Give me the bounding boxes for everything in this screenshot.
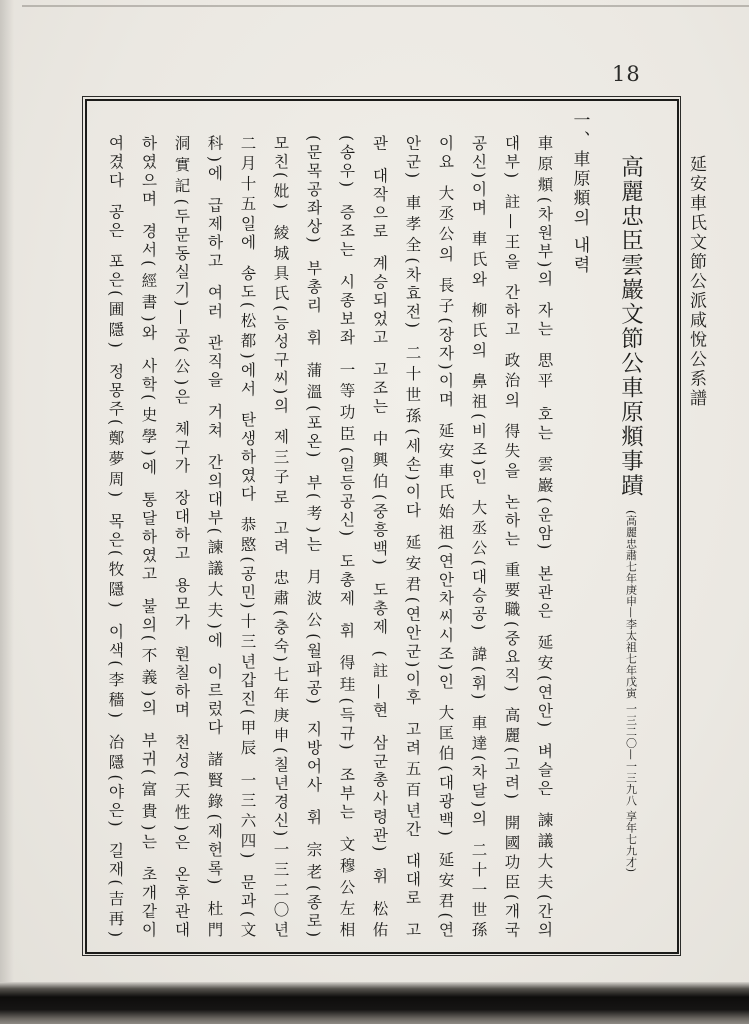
body-column: 모친(妣) 綾城具氏(능성구씨)의 제三子로 고려 忠肅(충숙)七年庚申(칠년경신)一三二〇년 — [271, 134, 290, 940]
scan-top-edge — [22, 5, 749, 7]
body-column: 洞實記(두문동실기)—공(公)은 체구가 장대하고 용모가 훤칠하며 천성(天性)은 온후관대 — [172, 134, 191, 940]
body-column: 여겼다 공은 포은(圃隱) 정몽주(鄭夢周) 목은(牧隱) 이색(李穡) 冶隱(야은) 길재(吉再) — [106, 134, 125, 940]
document-subtitle: (高麗忠肅七年庚申—李太祖七年戊寅 一三二〇—一三九八 享年七九才) — [624, 509, 638, 873]
body-column: 대부) 註—王을 간하고 政治의 得失을 논하는 重要職(중요직) 高麗(고려) 開國功臣(개국 — [502, 134, 521, 940]
document-title: 高麗忠臣雲巖文節公車原頫事蹟 — [617, 154, 644, 498]
body-column: 科)에 급제하고 여러 관직을 거쳐 간의대부(諫議大夫)에 이르렀다 諸賢錄(제헌록) 杜門 — [205, 134, 224, 940]
body-column: 관 대작으로 계승되었고 고조는 中興伯(중흥백) 도총제 (註—현 삼군총사령관) 휘 松佑 — [370, 134, 389, 940]
margin-title: 延安車氏文節公派咸悅公系譜 — [686, 155, 706, 409]
body-column: 공신)이며 車氏와 柳氏의 鼻祖(비조)인 大丞公(대승공) 諱(휘) 車達(차달)의 二十一世孫 — [469, 134, 488, 940]
section-heading: 一、車原頫의 내력 — [569, 110, 590, 275]
document-content — [91, 105, 673, 948]
scan-bottom-edge — [0, 982, 749, 1024]
body-column: (송우) 증조는 시종보좌 一等功臣(일등공신) 도총제 휘 得珪(득규) 조부는 文穆公左相 — [337, 134, 356, 940]
page-number: 18 — [612, 62, 641, 86]
genealogy-frame — [82, 96, 681, 956]
frame-inner-border — [85, 99, 679, 954]
scan-left-edge — [0, 0, 14, 1024]
body-column: 二月十五일에 송도(松都)에서 탄생하였다 恭愍(공민)十三년갑진(甲辰 一三六四) 문과(文 — [238, 134, 257, 940]
body-column: 이요 大丞公의 長子(장자)이며 延安車氏始祖(연안차씨시조)인 大匡伯(대광백) 延安君(연 — [436, 134, 455, 940]
body-column: (문목공좌상) 부총리 휘 蒲溫(포온) 부(考)는 月波公(월파공) 지방어사 휘 宗老(종로) — [304, 134, 323, 940]
body-column: 하였으며 경서(經書)와 사학(史學)에 통달하였고 불의(不義)의 부귀(富貴)는 초개같이 — [139, 134, 158, 940]
title-block — [599, 111, 663, 940]
body-column: 안군) 車孝全(차효전) 二十世孫(세손)이다 延安君(연안군)이후 고려五百년간 대대로 고 — [403, 134, 422, 940]
body-column: 車原頫(차원부)의 자는 思平 호는 雲巖(운암) 본관은 延安(연안) 벼슬은 諫議大夫(간의 — [535, 134, 554, 940]
